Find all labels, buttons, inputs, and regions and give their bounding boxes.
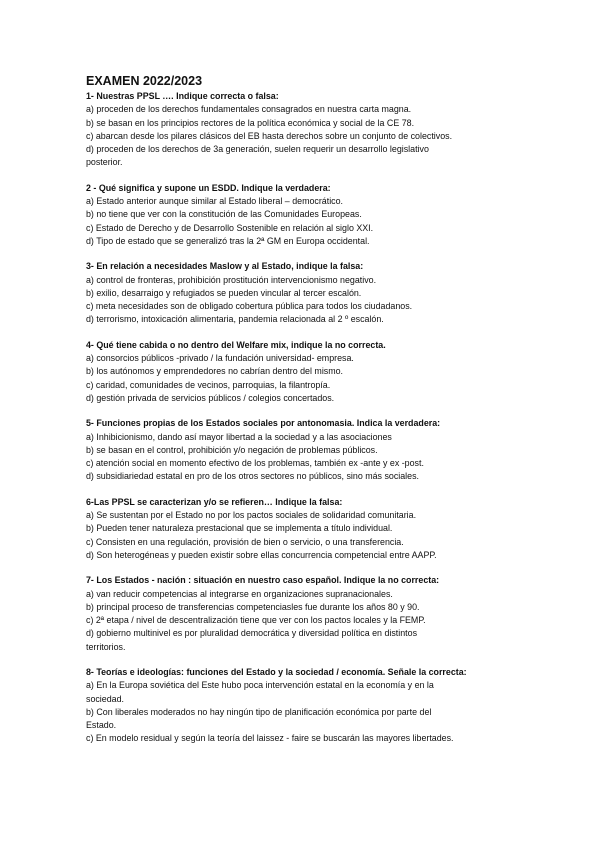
option-d: d) proceden de los derechos de 3a generación, suelen requerir un desarrollo legislativo: [86, 144, 429, 155]
option-d-continued: posterior.: [86, 157, 123, 168]
option-a: a) Estado anterior aunque similar al Estado liberal – democrático.: [86, 196, 344, 207]
question-8: [86, 666, 540, 746]
question-4: [86, 339, 540, 405]
option-c: c) atención social en momento efectivo de los problemas, también ex -ante y ex -post.: [86, 458, 424, 469]
option-b: b) no tiene que ver con la constitución de las Comunidades Europeas.: [86, 209, 362, 220]
question-5: [86, 417, 540, 483]
option-b-continued: Estado.: [86, 720, 117, 731]
option-a: a) En la Europa soviética del Este hubo poca intervención estatal en la economía y en la: [86, 680, 434, 691]
option-b: b) principal proceso de transferencias competenciasles fue durante los años 80 y 90.: [86, 601, 420, 612]
option-b: b) Con liberales moderados no hay ningún tipo de planificación económica por parte del: [86, 706, 432, 717]
option-a: a) control de fronteras, prohibición prostitución intervencionismo negativo.: [86, 274, 377, 285]
option-b: b) los autónomos y emprendedores no cabrían dentro del mismo.: [86, 366, 344, 377]
option-d: d) Son heterogéneas y pueden existir sobre ellas concurrencia competencial entre AAPP.: [86, 549, 437, 560]
option-b: b) se basan en el control, prohibición y/o negación de problemas públicos.: [86, 444, 378, 455]
question-7: [86, 574, 540, 654]
option-a: a) van reducir competencias al integrarse en organizaciones supranacionales.: [86, 588, 393, 599]
option-a: a) Inhibicionismo, dando así mayor libertad a la sociedad y a las asociaciones: [86, 431, 392, 442]
question-6: [86, 496, 540, 562]
question-heading: 6-Las PPSL se caracterizan y/o se refieren… Indique la falsa:: [86, 496, 343, 507]
question-heading: 4- Qué tiene cabida o no dentro del Welfare mix, indique la no correcta.: [86, 339, 386, 350]
option-c: c) caridad, comunidades de vecinos, parroquias, la filantropía.: [86, 379, 331, 390]
option-c: c) 2ª etapa / nivel de descentralización tiene que ver con los pactos locales y la FEMP.: [86, 615, 426, 626]
option-c: c) meta necesidades son de obligado cobertura pública para todos los ciudadanos.: [86, 301, 413, 312]
question-heading: 2 - Qué significa y supone un ESDD. Indique la verdadera:: [86, 182, 331, 193]
option-d: d) terrorismo, intoxicación alimentaria, pandemia relacionada al 2 º escalón.: [86, 314, 384, 325]
option-d: d) gestión privada de servicios públicos / colegios concertados.: [86, 392, 335, 403]
question-1: [86, 90, 540, 170]
question-heading: 3- En relación a necesidades Maslow y al Estado, indique la falsa:: [86, 261, 364, 272]
question-heading: 1- Nuestras PPSL …. Indique correcta o falsa:: [86, 91, 279, 101]
option-d-continued: territorios.: [86, 641, 126, 652]
question-2: [86, 182, 540, 248]
question-3: [86, 260, 540, 326]
option-a: a) Se sustentan por el Estado no por los pactos sociales de solidaridad comunitaria.: [86, 510, 417, 521]
option-d: d) Tipo de estado que se generalizó tras la 2ª GM en Europa occidental.: [86, 235, 370, 246]
option-b: b) exilio, desarraigo y refugiados se pueden vincular al tercer escalón.: [86, 287, 362, 298]
option-c: c) En modelo residual y según la teoría del laissez - faire se buscarán las mayores libertades.: [86, 733, 454, 744]
option-c: c) Estado de Derecho y de Desarrollo Sostenible en relación al siglo XXI.: [86, 222, 374, 233]
question-heading: 7- Los Estados - nación : situación en nuestro caso español. Indique la no correcta:: [86, 575, 440, 586]
option-c: c) abarcan desde los pilares clásicos del EB hasta derechos sobre un conjunto de colectivos.: [86, 130, 453, 141]
option-c: c) Consisten en una regulación, provisión de bien o servicio, o una transferencia.: [86, 536, 404, 547]
question-heading: 5- Funciones propias de los Estados sociales por antonomasia. Indica la verdadera:: [86, 418, 441, 429]
option-a: a) proceden de los derechos fundamentales consagrados en nuestra carta magna.: [86, 104, 412, 115]
option-b: b) Pueden tener naturaleza prestacional que se implementa a título individual.: [86, 523, 393, 534]
option-d: d) gobierno multinivel es por pluralidad democrática y diversidad política en distintos: [86, 628, 418, 639]
option-d: d) subsidiariedad estatal en pro de los otros sectores no públicos, sino más sociales.: [86, 471, 419, 482]
exam-title: EXAMEN 2022/2023: [86, 74, 203, 88]
option-a-continued: sociedad.: [86, 693, 124, 704]
option-a: a) consorcios públicos -privado / la fundación universidad- empresa.: [86, 353, 354, 364]
option-b: b) se basan en los principios rectores de la política económica y social de la CE 78.: [86, 117, 415, 128]
question-heading: 8- Teorías e ideologías: funciones del Estado y la sociedad / economía. Señale la correcta:: [86, 666, 467, 677]
